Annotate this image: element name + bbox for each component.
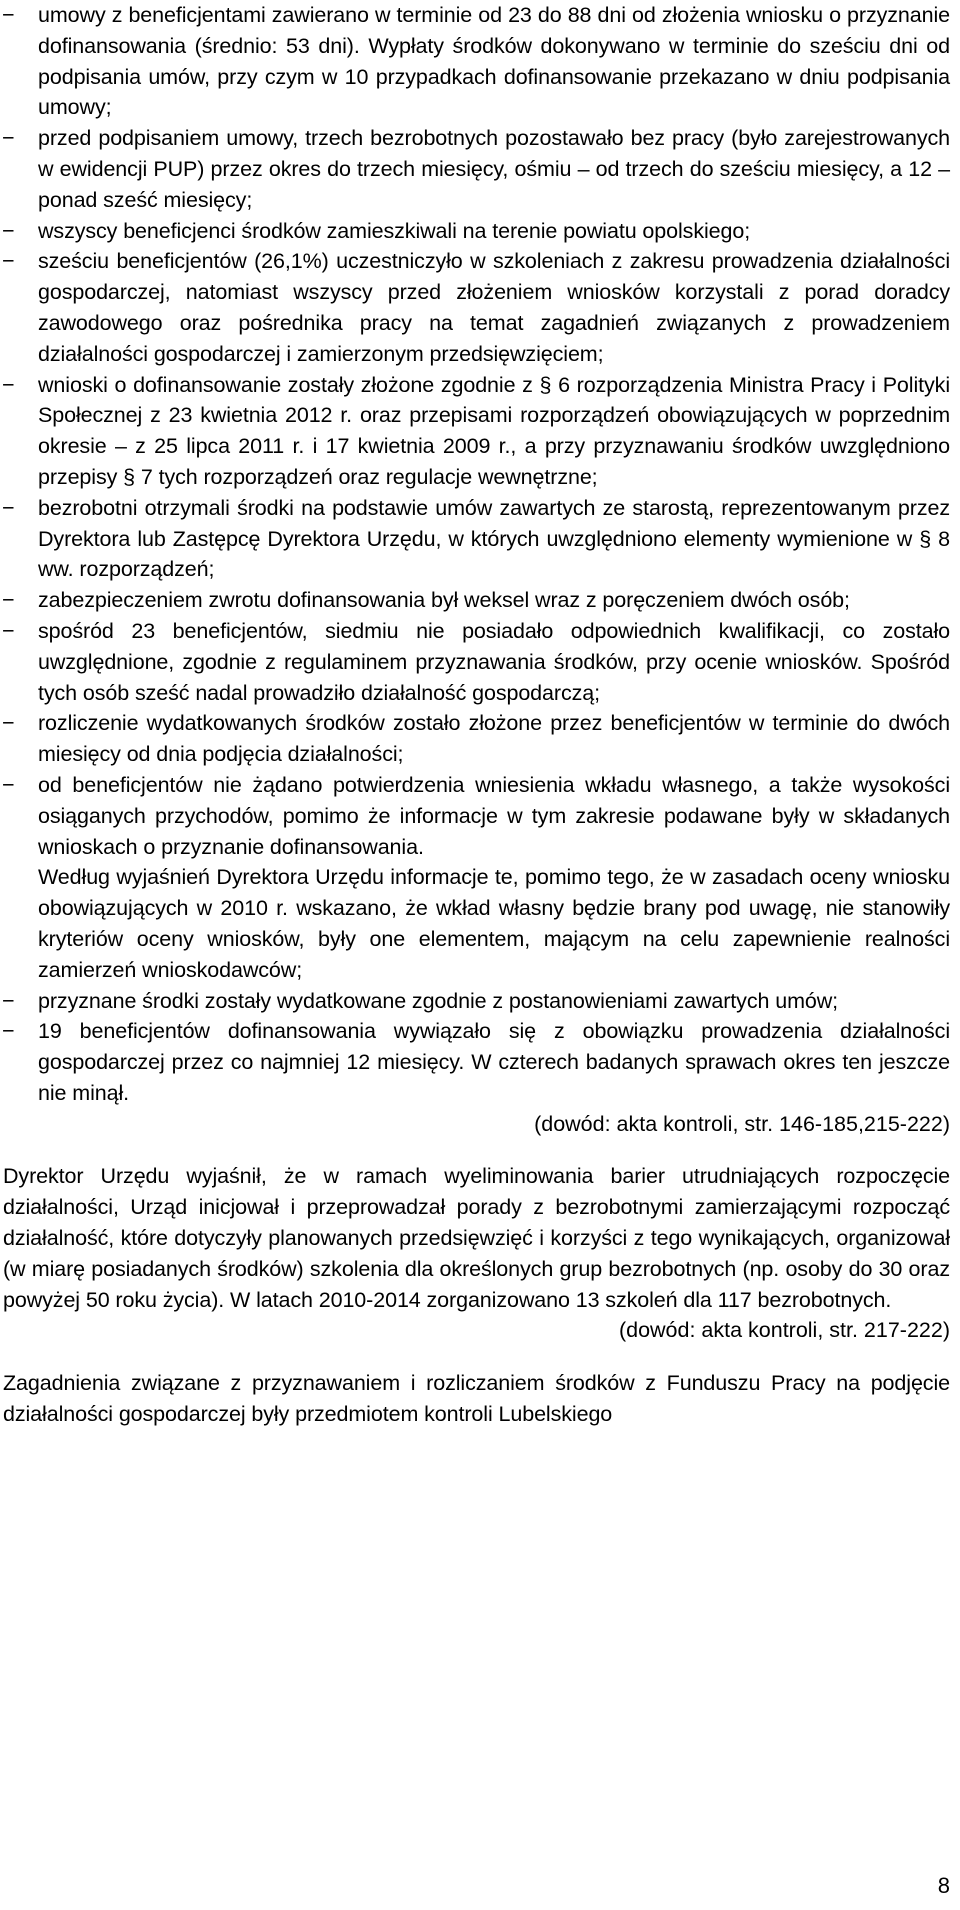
- dash-marker: −: [2, 218, 15, 243]
- evidence-reference: (dowód: akta kontroli, str. 146-185,215-222): [534, 1111, 950, 1136]
- body-paragraph: Zagadnienia związane z przyznawaniem i rozliczaniem środków z Funduszu Pracy na podjęcie działalności gospodarczej były przedmiotem kontroli Lubelskiego: [3, 1371, 950, 1427]
- dash-marker: −: [2, 711, 15, 736]
- list-item-text: wszyscy beneficjenci środków zamieszkiwali na terenie powiatu opolskiego;: [38, 218, 751, 243]
- dash-marker: −: [2, 495, 15, 520]
- list-item-text: wnioski o dofinansowanie zostały złożone zgodnie z § 6 rozporządzenia Ministra Pracy i Polityki Społecznej z 23 kwietnia 2012 r. oraz przepisami rozporządzeń obowiązujących w poprzednim okresie – z 25 lipca 2011 r. i 17 kwietnia 2009 r., a przy przyznawaniu środków uwzględniono przepisy § 7 tych rozporządzeń oraz regulacje wewnętrzne;: [38, 372, 950, 489]
- evidence-reference: (dowód: akta kontroli, str. 217-222): [618, 1318, 950, 1343]
- list-item: [0, 1016, 960, 1108]
- list-item: [0, 986, 960, 1017]
- list-item-text: bezrobotni otrzymali środki na podstawie umów zawartych ze starostą, reprezentowanym przez Dyrektora lub Zastępcę Dyrektora Urzędu, w których uwzględniono elementy wymienione w § 8 ww. rozporządzeń;: [38, 495, 950, 582]
- dash-marker: −: [2, 3, 15, 27]
- dash-marker: −: [2, 588, 15, 613]
- dash-marker: −: [2, 249, 15, 274]
- dash-marker: −: [2, 988, 15, 1013]
- dash-marker: −: [2, 126, 15, 151]
- list-item: [0, 493, 960, 585]
- list-item-text: Według wyjaśnień Dyrektora Urzędu informacje te, pomimo tego, że w zasadach oceny wniosku obowiązujących w 2010 r. wskazano, że wkład własny będzie brany pod uwagę, nie stanowiły kryteriów oceny wniosków, były one elementem, mającym na celu zapewnienie realności zamierzeń wnioskodawców;: [38, 865, 950, 982]
- list-item-text: przyznane środki zostały wydatkowane zgodnie z postanowieniami zawartych umów;: [38, 988, 839, 1013]
- dash-marker: −: [2, 772, 15, 797]
- spacer: [0, 1139, 960, 1161]
- list-item-text: przed podpisaniem umowy, trzech bezrobotnych pozostawało bez pracy (było zarejestrowanych w ewidencji PUP) przez okres do trzech miesięcy, ośmiu – od trzech do sześciu miesięcy, a 12 – ponad sześć miesięcy;: [38, 126, 950, 212]
- list-item-text: umowy z beneficjentami zawierano w terminie od 23 do 88 dni od złożenia wniosku o przyznanie dofinansowania (średnio: 53 dni). Wypłaty środków dokonywano w terminie do sześciu dni od podpisania umów, przy czym w 10 przypadkach dofinansowanie przekazano w dniu podpisania umowy;: [38, 3, 950, 120]
- list-item: [0, 770, 960, 862]
- list-item-text: spośród 23 beneficjentów, siedmiu nie posiadało odpowiednich kwalifikacji, co zostało uwzględnione, zgodnie z regulaminem przyznawania środków, przy ocenie wniosków. Spośród tych osób sześć nadal prowadziło działalność gospodarczą;: [38, 618, 950, 705]
- list-item: [0, 123, 960, 215]
- list-item: [0, 0, 960, 123]
- list-item-text: od beneficjentów nie żądano potwierdzenia wniesienia wkładu własnego, a także wysokości osiąganych przychodów, pomimo że informacje w tym zakresie podawane były w składanych wnioskach o przyznanie dofinansowania.: [38, 772, 950, 859]
- list-item: [0, 616, 960, 708]
- list-item: [0, 216, 960, 247]
- list-item: [0, 708, 960, 770]
- list-item-continuation: [0, 862, 960, 985]
- list-item-text: 19 beneficjentów dofinansowania wywiązało się z obowiązku prowadzenia działalności gospodarczej przez co najmniej 12 miesięcy. W czterech badanych sprawach okres ten jeszcze nie minął.: [38, 1019, 950, 1105]
- list-item: [0, 246, 960, 369]
- list-item-text: rozliczenie wydatkowanych środków zostało złożone przez beneficjentów w terminie do dwóch miesięcy od dnia podjęcia działalności;: [38, 711, 950, 767]
- body-paragraph: Dyrektor Urzędu wyjaśnił, że w ramach wyeliminowania barier utrudniających rozpoczęcie działalności, Urząd inicjował i przeprowadzał porady z bezrobotnymi zamierzającymi rozpocząć działalność, które dotyczyły planowanych przedsięwzięć i korzyści z tego wynikających, organizował (w miarę posiadanych środków) szkolenia dla określonych grup bezrobotnych (np. osoby do 30 oraz powyżej 50 roku życia). W latach 2010-2014 zorganizowano 13 szkoleń dla 117 bezrobotnych.: [3, 1164, 950, 1312]
- spacer: [0, 1346, 960, 1368]
- list-item-text: zabezpieczeniem zwrotu dofinansowania był weksel wraz z poręczeniem dwóch osób;: [38, 588, 850, 613]
- list-item: [0, 370, 960, 493]
- dash-marker: −: [2, 1019, 15, 1044]
- list-item-text: sześciu beneficjentów (26,1%) uczestniczyło w szkoleniach z zakresu prowadzenia działalności gospodarczej, natomiast wszyscy przed złożeniem wniosków korzystali z porad doradcy zawodowego oraz pośrednika pracy na temat zagadnień związanych z prowadzeniem działalności gospodarczej i zamierzonym przedsięwzięciem;: [38, 249, 950, 366]
- dash-marker: −: [2, 618, 15, 643]
- page-number: 8: [937, 1873, 950, 1898]
- dash-marker: −: [2, 372, 15, 397]
- list-item: [0, 585, 960, 616]
